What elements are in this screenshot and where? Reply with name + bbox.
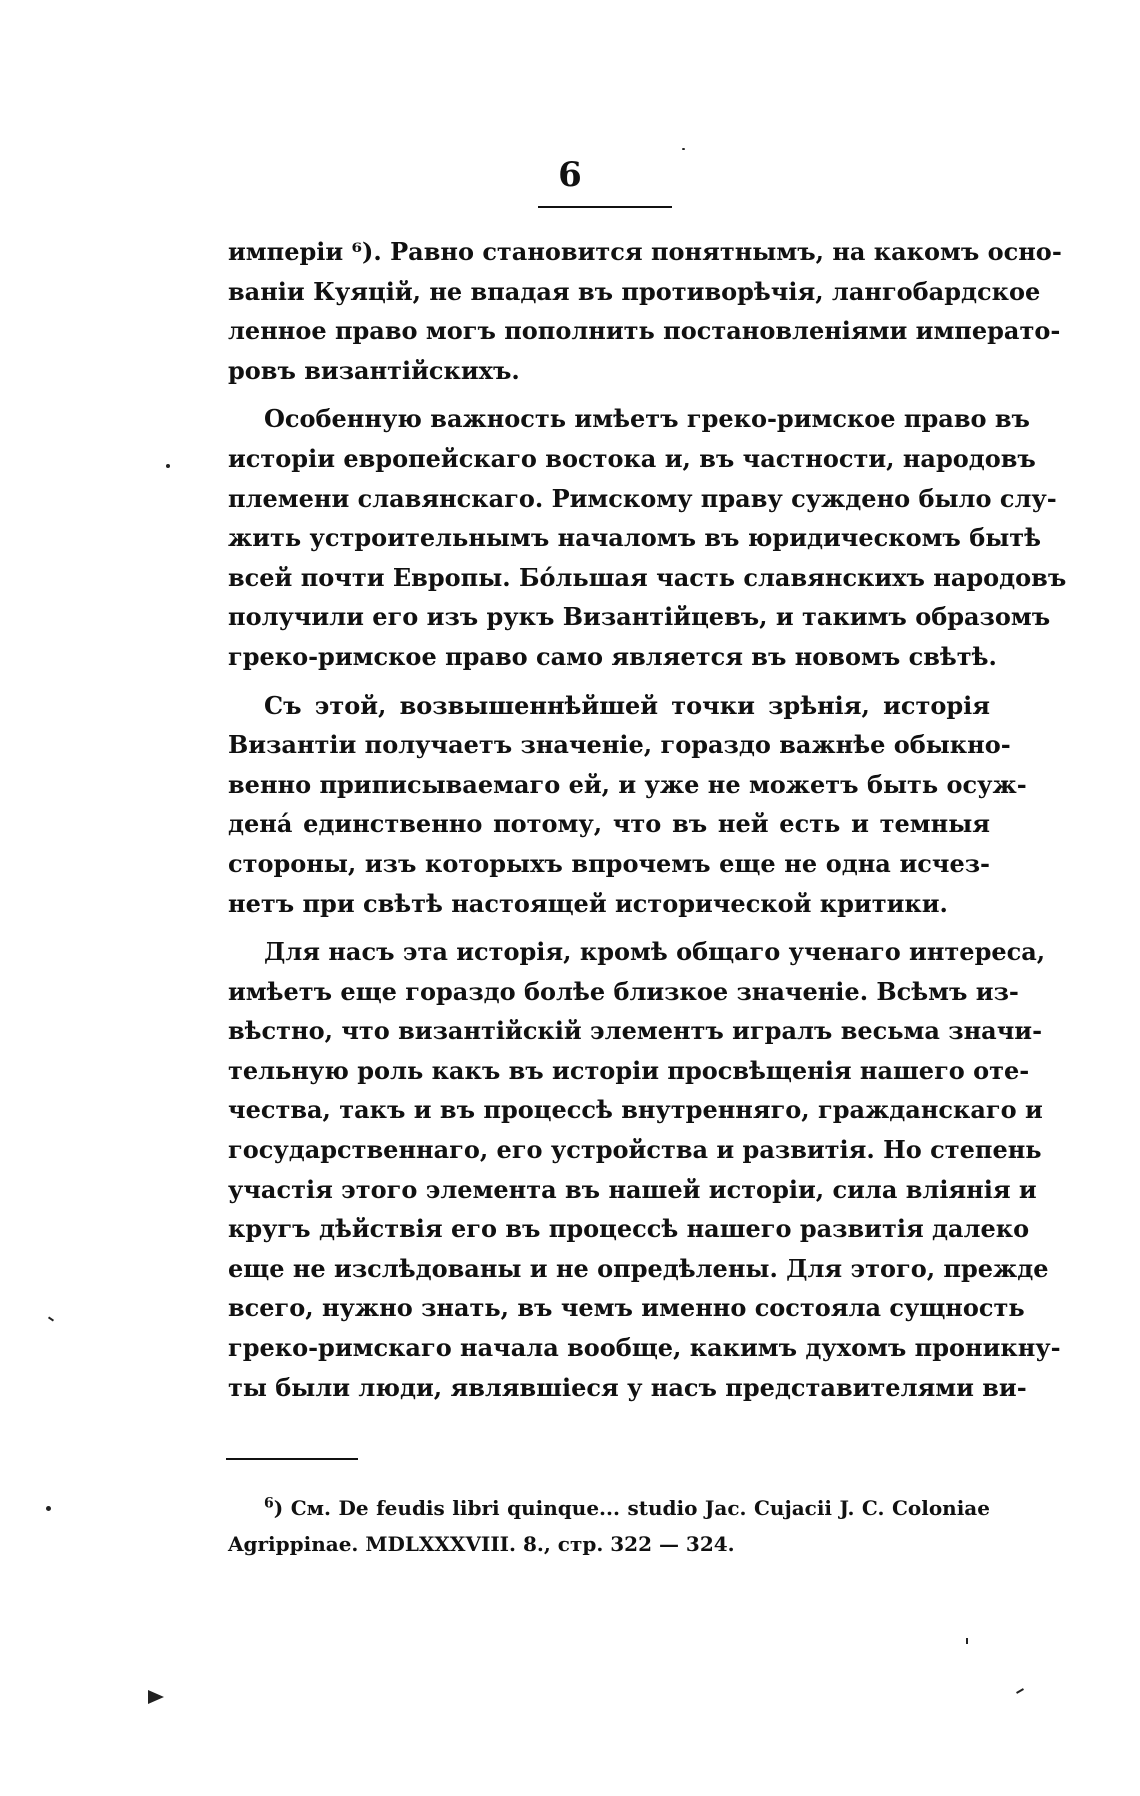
footnote-marker: 6 (264, 1495, 274, 1512)
text-line: имперіи ⁶). Равно становится понятнымъ, на какомъ осно- (228, 237, 1062, 266)
text-line: ленное право могъ пополнить постановленіями императо- (228, 316, 1061, 346)
scan-speck (166, 464, 170, 468)
text-line: чества, такъ и въ процессѣ внутренняго, гражданскаго и (228, 1095, 1043, 1125)
text-line: Византіи получаетъ значеніе, гораздо важнѣе обыкно- (228, 730, 1011, 760)
header-rule (538, 206, 672, 208)
text-line: Особенную важность имѣетъ греко-римское право въ (264, 404, 1030, 434)
paragraph (228, 932, 1061, 1407)
text-line: стороны, изъ которыхъ впрочемъ еще не одна исчез- (228, 848, 990, 878)
text-line: тельную роль какъ въ исторіи просвѣщенія нашего оте- (228, 1055, 1030, 1085)
footnote-rule (226, 1458, 358, 1460)
text-line: Для насъ эта исторія, кромѣ общаго ученаго интереса, (264, 937, 1046, 967)
text-line: греко-римское право само является въ новомъ свѣтѣ. (228, 641, 997, 671)
text-line: Съ этой, возвышеннѣйшей точки зрѣнія, исторія (264, 690, 990, 720)
text-line: еще не изслѣдованы и не опредѣлены. Для этого, прежде (228, 1253, 1049, 1283)
text-line: венно приписываемаго ей, и уже не можетъ быть осуж- (228, 769, 1027, 799)
text-line: государственнаго, его устройства и развитія. Но степень (228, 1135, 1042, 1165)
text-line: кругъ дѣйствія его въ процессѣ нашего развитія далеко (228, 1214, 1030, 1244)
text-line: ровъ византійскихъ. (228, 355, 520, 385)
text-line: нетъ при свѣтѣ настоящей исторической критики. (228, 888, 948, 918)
text-line: участія этого элемента въ нашей исторіи, сила вліянія и (228, 1174, 1037, 1204)
footnote-text: ) См. De feudis libri quinque... studio Jac. Cujacii J. C. Coloniae (273, 1496, 990, 1520)
text-line: вѣстно, что византійскій элементъ игралъ весьма значи- (228, 1016, 1043, 1046)
footnote (228, 1490, 990, 1562)
text-line: ваніи Куяцій, не впадая въ противорѣчія, лангобардское (228, 276, 1041, 306)
text-line: жить устроительнымъ началомъ въ юридическомъ бытѣ (228, 523, 1041, 553)
margin-mark-icon (148, 1690, 164, 1704)
paragraph (228, 232, 1062, 390)
body-text (228, 232, 1067, 1416)
text-line: получили его изъ рукъ Византійцевъ, и такимъ образомъ (228, 602, 1051, 632)
footnote-line (228, 1490, 990, 1526)
paragraph (228, 399, 1067, 676)
text-line: всей почти Европы. Бо́льшая часть славянскихъ народовъ (228, 562, 1067, 592)
text-line: ты были люди, являвшіеся у насъ представителями ви- (228, 1372, 1027, 1402)
footnote-line: Agrippinae. MDLXXXVIII. 8., стр. 322 — 324. (228, 1532, 735, 1556)
text-line: всего, нужно знать, въ чемъ именно состояла сущность (228, 1293, 1025, 1323)
scan-speck (966, 1638, 968, 1644)
text-line: греко-римскаго начала вообще, какимъ духомъ проникну- (228, 1333, 1061, 1363)
scan-speck (1016, 1688, 1024, 1694)
text-line: исторіи европейскаго востока и, въ частности, народовъ (228, 443, 1036, 473)
paragraph (228, 686, 1027, 924)
scan-speck (46, 1506, 51, 1511)
scan-speck (48, 1316, 54, 1321)
scan-speck (682, 148, 685, 150)
text-line: племени славянскаго. Римскому праву суждено было слу- (228, 483, 1057, 513)
text-line: имѣетъ еще гораздо болѣе близкое значеніе. Всѣмъ из- (228, 976, 1019, 1006)
page-number: 6 (558, 155, 582, 195)
text-line: дена́ единственно потому, что въ ней есть и темныя (228, 809, 990, 839)
